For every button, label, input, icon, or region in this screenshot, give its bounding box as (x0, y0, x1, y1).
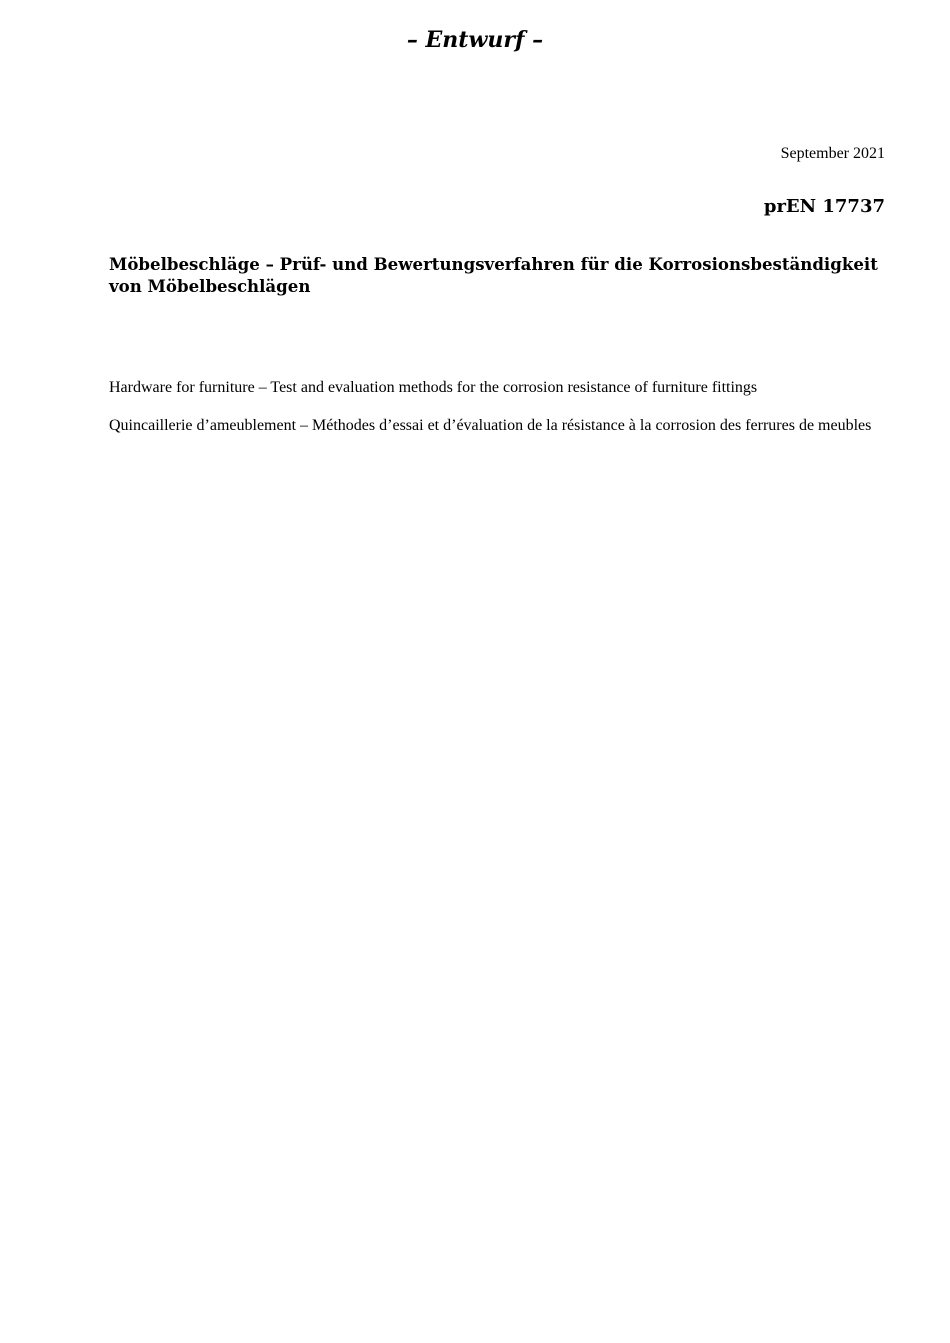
document-date: September 2021 (780, 145, 885, 162)
english-title: Hardware for furniture – Test and evaluation methods for the corrosion resistance of furniture fittings (109, 379, 758, 396)
document-number: prEN 17737 (763, 196, 885, 217)
german-title: Möbelbeschläge – Prüf- und Bewertungsverfahren für die Korrosionsbeständigkeit von Möbelbeschlägen (109, 254, 878, 296)
french-title: Quincaillerie d’ameublement – Méthodes d’essai et d’évaluation de la résistance à la corrosion des ferrures de meubles (109, 417, 872, 434)
draft-watermark: – Entwurf – (406, 27, 544, 53)
